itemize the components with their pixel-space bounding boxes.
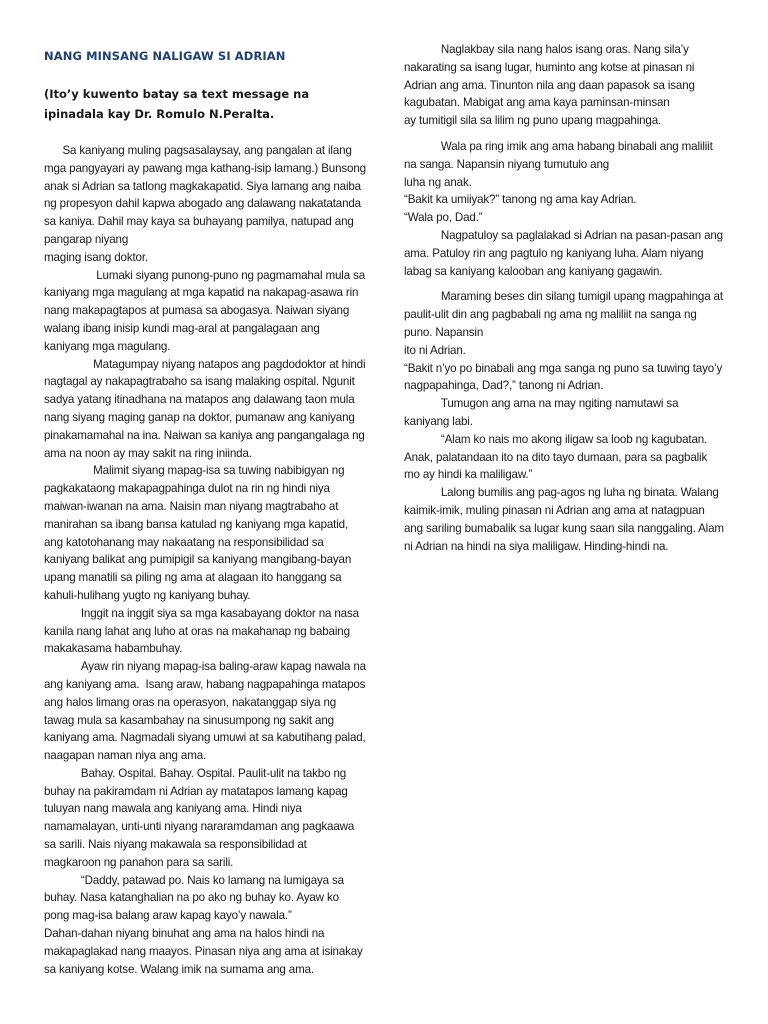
paragraph: Tumugon ang ama na may ngiting namutawi sa kaniyang labi. xyxy=(404,397,682,428)
paragraph: Lalong bumilis ang pag-agos ng luha ng binata. Walang kaimik-imik, muling pinasan ni Adrian ang ama at natagpuan ang sariling bumabalik sa lugar kung saan sila nanggaling. Alam ni Adrian na hindi na siya maliligaw. Hinding-hindi na. xyxy=(404,486,727,553)
paragraph: “Alam ko nais mo akong iligaw sa loob ng kagubatan. Anak, palatandaan ito na dito tayo dumaan, para sa pagbalik mo ay hindi ka maliligaw.” xyxy=(404,432,711,482)
paragraph: luha ng anak. xyxy=(404,175,472,189)
paragraph: Inggit na inggit siya sa mga kasabayang doktor na nasa kanila nang lahat ang luho at oras na makahanap ng babaing makakasama habambuhay. xyxy=(44,606,363,656)
paragraph: maging isang doktor. xyxy=(44,250,148,264)
paragraph: Bahay. Ospital. Bahay. Ospital. Paulit-ulit na takbo ng buhay na pakiramdam ni Adrian ay matatapos lamang kapag tuluyan nang mawala ang kaniyang ama. Hindi niya namamalayan, unti-unti niyang nararamdaman ang pagkaawa sa sarili. Nais niyang makawala sa responsibilidad at magkaroon ng panahon para sa sarili. xyxy=(44,766,358,869)
paragraph: Maraming beses din silang tumigil upang magpahinga at paulit-ulit din ang pagbabali ng ama ng maliliit na sanga ng puno. Napansin xyxy=(404,290,727,339)
paragraph-gap xyxy=(404,130,724,138)
paragraph: Sa kaniyang muling pagsasalaysay, ang pangalan at ilang mga pangyayari ay pawang mga kathang-isip lamang.) Bunsong anak si Adrian sa tatlong magkakapatid. Siya lamang ang naiba ng propesyon dahil kapwa abogado ang dalawang nakatatanda sa kaniya. Dahil may kaya sa buhayang pamilya, natupad ang pangarap niyang xyxy=(44,144,369,246)
document-subtitle: (Ito’y kuwento batay sa text message na ipinadala kay Dr. Romulo N.Peralta. xyxy=(44,87,310,121)
paragraph: Dahan-dahan niyang binuhat ang ama na halos hindi na makapaglakad nang maayos. Pinasan niya ang ama at isinakay sa kaniyang kotse. Walang imik na sumama ang ama. xyxy=(44,927,366,976)
paragraph: Nagpatuloy sa paglalakad si Adrian na pasan-pasan ang ama. Patuloy rin ang pagtulo ng kaniyang luha. Alam niyang labag sa kaniyang kalooban ang kaniyang gagawin. xyxy=(404,228,727,278)
paragraph-group xyxy=(404,41,724,130)
paragraph-gap xyxy=(404,280,724,288)
paragraph-group xyxy=(404,288,727,555)
document-title: NANG MINSANG NALIGAW SI ADRIAN xyxy=(44,49,286,63)
paragraph: “Bakit ka umiiyak?” tanong ng ama kay Adrian. xyxy=(404,193,637,207)
right-column xyxy=(404,0,727,555)
left-column xyxy=(44,0,370,978)
paragraph: Malimit siyang mapag-isa sa tuwing nabibigyan ng pagkakataong makapagpahinga dulot na rin ng hindi niya maiwan-iwanan na ama. Naisin man niyang magtrabaho at manirahan sa ibang bansa katulad ng kaniyang mga kapatid, ang katotohanang may nakaatang na responsibilidad sa kaniyang balikat ang pumipigil sa kaniyang mangibang-bayan upang manatili sa piling ng ama at alagaan ito hanggang sa kahuli-hulihang yugto ng kaniyang buhay. xyxy=(44,464,355,602)
paragraph: Naglakbay sila nang halos isang oras. Nang sila’y nakarating sa isang lugar, huminto ang kotse at pinasan ni Adrian ang ama. Tinunton nila ang daan papasok sa isang kagubatan. Mabigat ang ama kaya paminsan-minsan xyxy=(404,43,698,110)
paragraph: Wala pa ring imik ang ama habang binabali ang maliliit na sanga. Napansin niyang tumutulo ang xyxy=(404,139,716,171)
right-body xyxy=(404,41,727,555)
paragraph: Lumaki siyang punong-puno ng pagmamahal mula sa kaniyang mga magulang at mga kapatid na nakapag-asawa rin nang makapagtapos at pumasa sa abogasya. Naiwan siyang walang ibang inisip kundi mag-aral at pangalagaan ang kaniyang mga magulang. xyxy=(44,268,369,353)
paragraph: Ayaw rin niyang mapag-isa baling-araw kapag nawala na ang kaniyang ama. Isang araw, habang nagpapahinga matapos ang halos limang oras na operasyon, nakatanggap siya ng tawag mula sa kasambahay na sinusumpong ng sakit ang kaniyang ama. Nagmadali siyang umuwi at sa kabutihang palad, naagapan naman niya ang ama. xyxy=(44,660,370,763)
paragraph: “Bakit n’yo po binabali ang mga sanga ng puno sa tuwing tayo’y nagpapahinga, Dad?,” tanong ni Adrian. xyxy=(404,361,726,393)
paragraph: ito ni Adrian. xyxy=(404,343,466,357)
paragraph-group xyxy=(404,138,727,280)
left-body xyxy=(44,142,370,978)
paragraph: “Daddy, patawad po. Nais ko lamang na lumigaya sa buhay. Nasa katanghalian na po ako ng buhay ko. Ayaw ko pong mag-isa balang araw kapag kayo’y nawala.” xyxy=(44,873,348,923)
paragraph: Matagumpay niyang natapos ang pagdodoktor at hindi nagtagal ay nakapagtrabaho sa isang malaking ospital. Ngunit sadya yatang itinadhana na matapos ang dalawang taon mula nang siyang maging ganap na doktor, pumanaw ang kaniyang pinakamamahal na ina. Naiwan sa kaniya ang pangangalaga ng ama na noon ay may sakit na ring iniinda. xyxy=(44,357,369,460)
paragraph: “Wala po, Dad.” xyxy=(404,211,483,225)
paragraph: ay tumitigil sila sa lilim ng puno upang magpahinga. xyxy=(404,114,662,128)
